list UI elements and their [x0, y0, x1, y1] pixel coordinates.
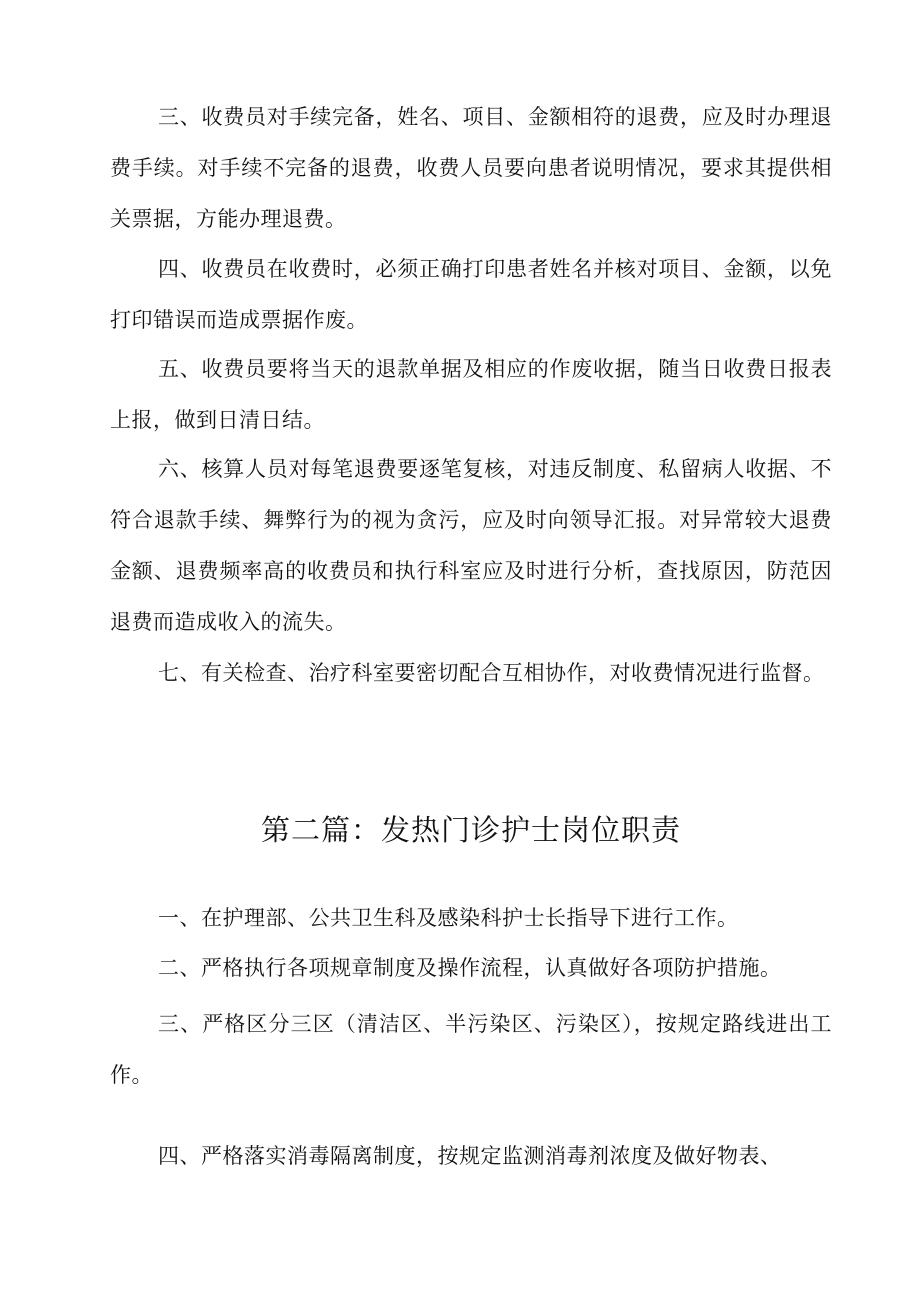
paragraph-print-name-check: 四、收费员在收费时，必须正确打印患者姓名并核对项目、金额，以免打印错误而造成票据作废。 [110, 257, 832, 332]
paragraph-daily-report: 五、收费员要将当天的退款单据及相应的作废收据，随当日收费日报表上报，做到日清日结。 [110, 357, 832, 432]
paragraph-duty-3: 三、严格区分三区（清洁区、半污染区、污染区），按规定路线进出工作。 [110, 1012, 832, 1087]
paragraph-duty-1: 一、在护理部、公共卫生科及感染科护士长指导下进行工作。 [158, 906, 739, 930]
paragraph-refund-procedure: 三、收费员对手续完备，姓名、项目、金额相符的退费，应及时办理退费手续。对手续不完备的退费，收费人员要向患者说明情况，要求其提供相关票据，方能办理退费。 [110, 105, 832, 231]
paragraph-duty-4: 四、严格落实消毒隔离制度，按规定监测消毒剂浓度及做好物表、 [158, 1144, 782, 1168]
paragraph-duty-2: 二、严格执行各项规章制度及操作流程，认真做好各项防护措施。 [158, 956, 782, 980]
section-title: 第二篇：发热门诊护士岗位职责 [260, 813, 681, 847]
paragraph-audit-review: 六、核算人员对每笔退费要逐笔复核，对违反制度、私留病人收据、不符合退款手续、舞弊行为的视为贪污，应及时向领导汇报。对异常较大退费金额、退费频率高的收费员和执行科室应及时进行分析，查找原因，防范因退费而造成收入的流失。 [110, 457, 832, 634]
paragraph-department-cooperation: 七、有关检查、治疗科室要密切配合互相协作，对收费情况进行监督。 [158, 661, 825, 685]
